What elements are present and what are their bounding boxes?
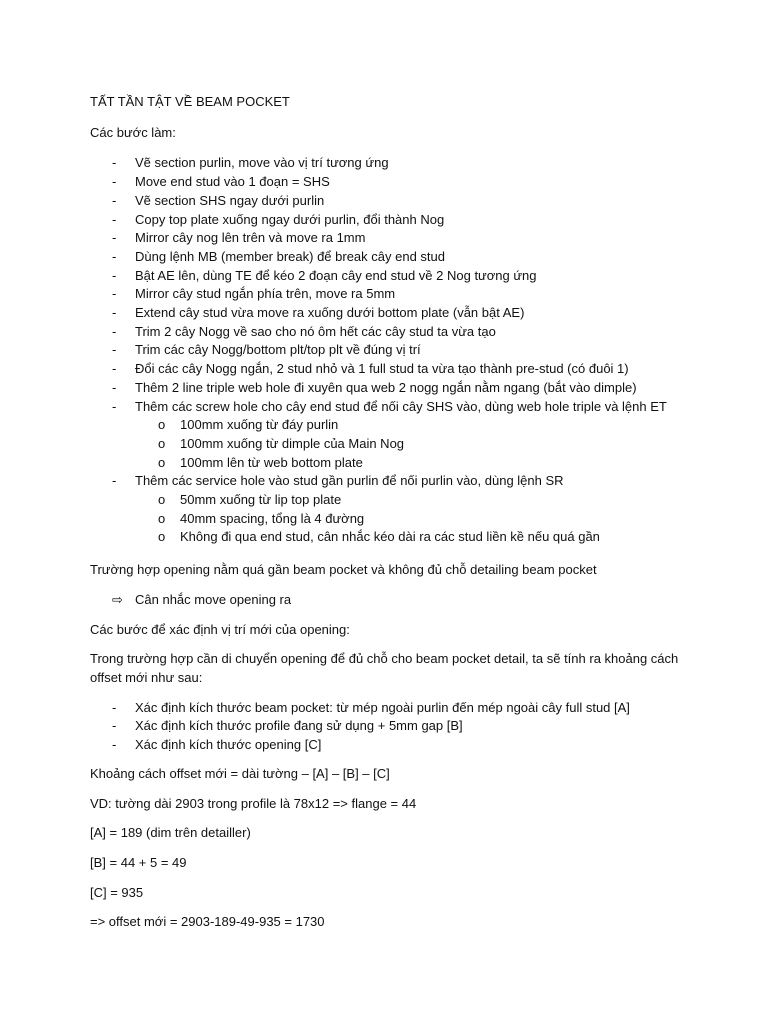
step-item — [90, 154, 690, 173]
dash-bullet-icon: - — [112, 267, 117, 283]
position-steps-list — [90, 699, 690, 755]
sub-step-text: 100mm lên từ web bottom plate — [180, 454, 363, 470]
arrow-bullet-icon: ⇨ — [112, 591, 123, 607]
step-item — [90, 341, 690, 360]
sub-step-item — [135, 454, 690, 473]
case-paragraph: Trường hợp opening nằm quá gần beam pocket và không đủ chỗ detailing beam pocket — [90, 562, 597, 578]
step-text: Thêm 2 line triple web hole đi xuyên qua web 2 nogg ngắn nằm ngang (bắt vào dimple) — [135, 379, 637, 395]
formula-line: Khoảng cách offset mới = dài tường – [A] – [B] – [C] — [90, 765, 390, 781]
dash-bullet-icon: - — [112, 211, 117, 227]
step-text: Extend cây stud vừa move ra xuống dưới bottom plate (vẫn bật AE) — [135, 305, 525, 321]
sub-step-text: 100mm xuống từ đáy purlin — [180, 417, 339, 433]
step-text: Trim các cây Nogg/bottom plt/top plt về đúng vị trí — [135, 342, 421, 358]
example-line: VD: tường dài 2903 trong profile là 78x12 => flange = 44 — [90, 795, 417, 811]
steps-heading: Các bước làm: — [90, 124, 176, 140]
steps-list — [90, 154, 690, 547]
dash-bullet-icon: - — [112, 699, 117, 715]
sub-step-item — [135, 510, 690, 529]
step-item — [90, 360, 690, 379]
sub-step-text: 100mm xuống từ dimple của Main Nog — [180, 435, 405, 451]
step-text: Move end stud vào 1 đoạn = SHS — [135, 174, 330, 190]
step-item — [90, 379, 690, 398]
circle-bullet-icon: o — [158, 454, 166, 470]
dash-bullet-icon: - — [112, 473, 117, 489]
step-text: Mirror cây nog lên trên và move ra 1mm — [135, 230, 366, 246]
c-value-line: [C] = 935 — [90, 884, 144, 900]
circle-bullet-icon: o — [158, 492, 166, 508]
sub-step-list — [135, 491, 690, 547]
dash-bullet-icon: - — [112, 286, 117, 302]
step-text: Đổi các cây Nogg ngắn, 2 stud nhỏ và 1 full stud ta vừa tạo thành pre-stud (có đuôi 1) — [135, 361, 629, 377]
result-line: => offset mới = 2903-189-49-935 = 1730 — [90, 914, 325, 930]
step-text: Mirror cây stud ngắn phía trên, move ra 5mm — [135, 286, 396, 302]
position-intro: Trong trường hợp cần di chuyển opening để đủ chỗ cho beam pocket detail, ta sẽ tính ra khoảng cách offset mới như sau: — [90, 651, 679, 685]
position-step-text: Xác định kích thước beam pocket: từ mép ngoài purlin đến mép ngoài cây full stud [A] — [135, 699, 630, 715]
circle-bullet-icon: o — [158, 435, 166, 451]
sub-step-item — [135, 528, 690, 547]
dash-bullet-icon: - — [112, 342, 117, 358]
step-text: Vẽ section purlin, move vào vị trí tương ứng — [135, 155, 389, 171]
sub-step-text: 50mm xuống từ lip top plate — [180, 492, 342, 508]
step-text: Trim 2 cây Nogg về sao cho nó ôm hết các cây stud ta vừa tạo — [135, 323, 496, 339]
position-step-item — [90, 699, 690, 718]
dash-bullet-icon: - — [112, 718, 117, 734]
dash-bullet-icon: - — [112, 323, 117, 339]
sub-step-text: 40mm spacing, tổng là 4 đường — [180, 510, 365, 526]
step-item — [90, 285, 690, 304]
step-text: Vẽ section SHS ngay dưới purlin — [135, 192, 325, 208]
position-step-text: Xác định kích thước profile đang sử dụng + 5mm gap [B] — [135, 718, 463, 734]
case-arrow-item — [90, 591, 690, 610]
step-item — [90, 229, 690, 248]
position-step-item — [90, 717, 690, 736]
step-item — [90, 398, 690, 473]
circle-bullet-icon: o — [158, 417, 166, 433]
dash-bullet-icon: - — [112, 174, 117, 190]
sub-step-item — [135, 435, 690, 454]
dash-bullet-icon: - — [112, 379, 117, 395]
case-arrow-text: Cân nhắc move opening ra — [135, 591, 292, 607]
step-text: Bật AE lên, dùng TE để kéo 2 đoạn cây end stud về 2 Nog tương ứng — [135, 267, 537, 283]
step-item — [90, 211, 690, 230]
document-title: TẤT TẦN TẬT VỀ BEAM POCKET — [90, 94, 290, 109]
dash-bullet-icon: - — [112, 230, 117, 246]
step-item — [90, 267, 690, 286]
step-item — [90, 192, 690, 211]
sub-step-item — [135, 416, 690, 435]
sub-step-list — [135, 416, 690, 472]
sub-step-text: Không đi qua end stud, cân nhắc kéo dài ra các stud liền kề nếu quá gần — [180, 529, 600, 545]
dash-bullet-icon: - — [112, 155, 117, 171]
step-text: Copy top plate xuống ngay dưới purlin, đổi thành Nog — [135, 211, 445, 227]
document-body — [90, 93, 690, 932]
step-text: Thêm các screw hole cho cây end stud để nối cây SHS vào, dùng web hole triple và lệnh ET — [135, 398, 667, 414]
position-heading: Các bước để xác định vị trí mới của opening: — [90, 621, 350, 637]
step-text: Dùng lệnh MB (member break) để break cây end stud — [135, 248, 445, 264]
dash-bullet-icon: - — [112, 361, 117, 377]
step-item — [90, 173, 690, 192]
sub-step-item — [135, 491, 690, 510]
dash-bullet-icon: - — [112, 192, 117, 208]
dash-bullet-icon: - — [112, 737, 117, 753]
dash-bullet-icon: - — [112, 398, 117, 414]
dash-bullet-icon: - — [112, 248, 117, 264]
a-value-line: [A] = 189 (dim trên detailler) — [90, 825, 251, 841]
position-step-text: Xác định kích thước opening [C] — [135, 737, 322, 753]
b-value-line: [B] = 44 + 5 = 49 — [90, 854, 187, 870]
position-step-item — [90, 736, 690, 755]
step-item — [90, 323, 690, 342]
circle-bullet-icon: o — [158, 529, 166, 545]
circle-bullet-icon: o — [158, 510, 166, 526]
dash-bullet-icon: - — [112, 305, 117, 321]
step-item — [90, 472, 690, 547]
step-item — [90, 304, 690, 323]
step-item — [90, 248, 690, 267]
step-text: Thêm các service hole vào stud gần purlin để nối purlin vào, dùng lệnh SR — [135, 473, 564, 489]
